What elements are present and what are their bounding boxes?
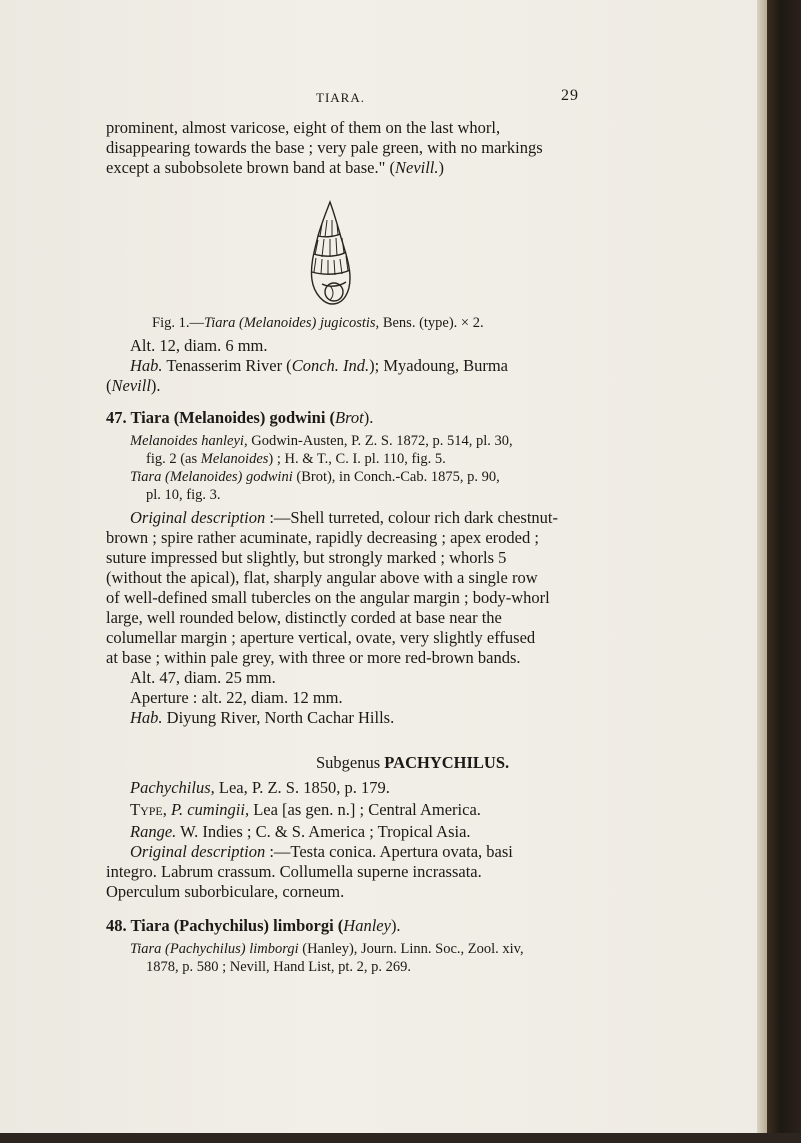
description-line: (without the apical), flat, sharply angular above with a single row [106,568,538,587]
description-line: at base ; within pale grey, with three or more red-brown bands. [106,648,521,667]
description-line: large, well rounded below, distinctly corded at base near the [106,608,502,627]
synonym-ref: Tiara (Melanoides) godwini (Brot), in Conch.-Cab. 1875, p. 90, [130,469,500,485]
type-line: Type, P. cumingii, Lea [as gen. n.] ; Central America. [130,800,481,819]
subgenus-ref: Pachychilus, Lea, P. Z. S. 1850, p. 179. [130,778,390,797]
habitat: Hab. Tenasserim River (Conch. Ind.); Myadoung, Burma [130,356,508,375]
description-line: brown ; spire rather acuminate, rapidly decreasing ; apex eroded ; [106,528,539,547]
aperture-measurements: Aperture : alt. 22, diam. 12 mm. [130,688,343,707]
range-line: Range. W. Indies ; C. & S. America ; Tropical Asia. [130,822,471,841]
subgenus-heading: Subgenus PACHYCHILUS. [316,753,510,772]
page-edge [757,0,767,1143]
habitat-cont: (Nevill). [106,376,161,395]
description-line: Original description :—Testa conica. Apertura ovata, basi [130,842,513,861]
description-line: Original description :—Shell turreted, colour rich dark chestnut- [130,508,559,527]
text-line: except a subobsolete brown band at base." (Nevill.) [106,158,445,177]
synonym-ref: pl. 10, fig. 3. [146,487,221,503]
shell-drawing [300,200,360,308]
species-heading: 48. Tiara (Pachychilus) limborgi (Hanley). [106,916,401,935]
description-line: of well-defined small tubercles on the angular margin ; body-whorl [106,588,550,607]
species-heading: 47. Tiara (Melanoides) godwini (Brot). [106,408,374,427]
measurements: Alt. 47, diam. 25 mm. [130,668,276,687]
page-number: 29 [561,87,579,104]
bottom-border [0,1133,801,1143]
description-line: suture impressed but slightly, but strongly marked ; whorls 5 [106,548,507,567]
species-ref: 1878, p. 580 ; Nevill, Hand List, pt. 2, p. 269. [146,959,412,975]
habitat: Hab. Diyung River, North Cachar Hills. [130,708,395,727]
description-line: Operculum suborbiculare, corneum. [106,882,345,901]
description-line: integro. Labrum crassum. Collumella superne incrassata. [106,862,482,881]
text-line: disappearing towards the base ; very pale green, with no markings [106,138,543,157]
figure-caption: Fig. 1.—Tiara (Melanoides) jugicostis, Bens. (type). × 2. [152,315,484,331]
measurements: Alt. 12, diam. 6 mm. [130,336,268,355]
description-line: columellar margin ; aperture vertical, ovate, very slightly effused [106,628,536,647]
running-header: TIARA. [316,90,365,105]
book-spine-edge [767,0,801,1143]
text-line: prominent, almost varicose, eight of them on the last whorl, [106,118,501,137]
species-ref: Tiara (Pachychilus) limborgi (Hanley), Journ. Linn. Soc., Zool. xiv, [130,941,524,957]
synonym-ref: Melanoides hanleyi, Godwin-Austen, P. Z. S. 1872, p. 514, pl. 30, [130,433,513,449]
synonym-ref: fig. 2 (as Melanoides) ; H. & T., C. I. pl. 110, fig. 5. [146,451,446,467]
